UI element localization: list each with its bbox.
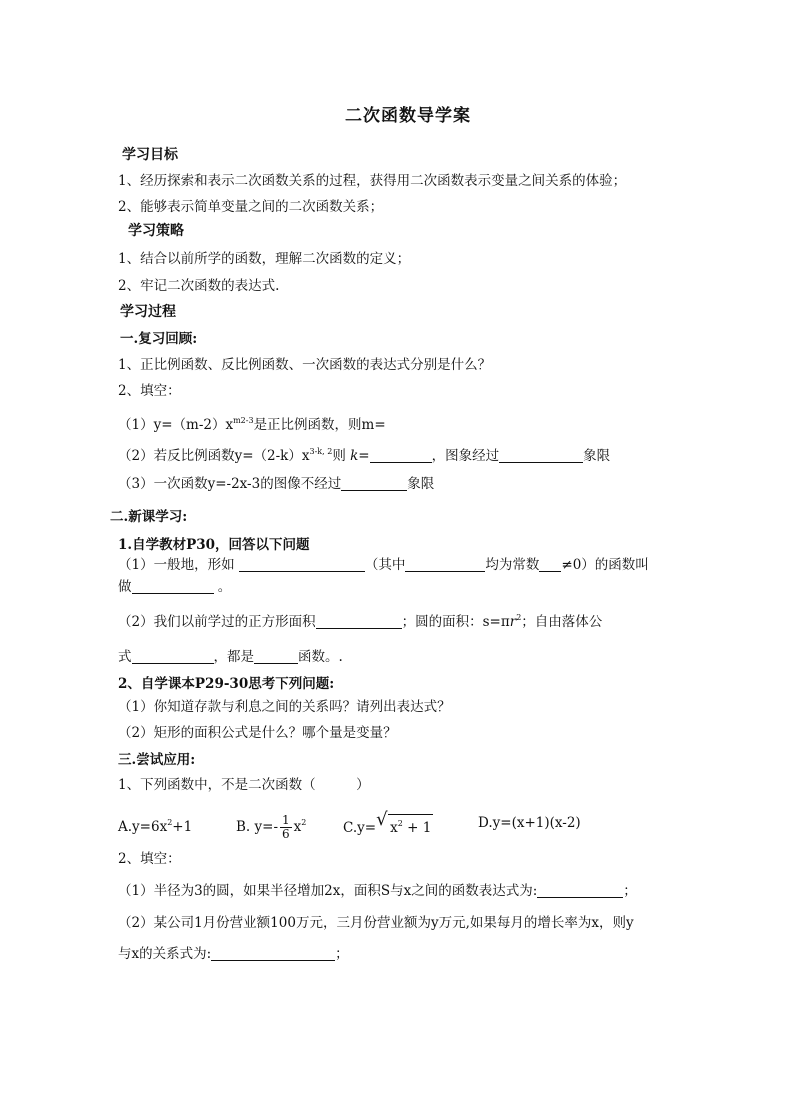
review-fill-2 bbox=[118, 443, 610, 465]
answer-blank-not-pass[interactable] bbox=[341, 476, 407, 491]
review-fill-2-pre: （2）若反比例函数y=（2-k）x bbox=[118, 448, 310, 464]
option-d: D.y=(x+1)(x-2) bbox=[478, 815, 581, 831]
review-fill-3 bbox=[118, 475, 434, 493]
option-b-x: x bbox=[293, 819, 302, 835]
option-b bbox=[236, 805, 306, 845]
process-heading: 学习过程 bbox=[120, 304, 176, 320]
option-c bbox=[343, 809, 433, 837]
answer-blank-constants[interactable] bbox=[405, 557, 485, 572]
answer-blank-k[interactable] bbox=[370, 448, 432, 463]
answer-blank-circle-area[interactable] bbox=[537, 883, 623, 898]
option-a-post: +1 bbox=[172, 819, 193, 835]
review-fill-2-exponent: 3-k bbox=[309, 447, 323, 456]
s1q1-a: （1）一般地，形如 bbox=[118, 557, 239, 573]
review-fill-1-exponent: m2-3 bbox=[233, 416, 254, 425]
option-b-pre: B. y=- bbox=[236, 819, 279, 835]
s1q2-f: 函数。. bbox=[298, 649, 343, 665]
review-fill-2-comma: , bbox=[322, 447, 328, 456]
s1q1-c: 均为常数 bbox=[485, 557, 540, 573]
review-fill-2-post1: ，图象经过 bbox=[431, 448, 500, 464]
s1q2-b: ；圆的面积：s= bbox=[401, 614, 501, 630]
strategy-item-2: 2、牢记二次函数的表达式. bbox=[118, 278, 280, 294]
review-fill-1-post: 是正比例函数，则m= bbox=[253, 417, 386, 433]
review-heading: 一.复习回顾: bbox=[120, 331, 198, 347]
apply-fill-2-end: ； bbox=[335, 946, 349, 962]
review-fill-1 bbox=[118, 412, 386, 434]
apply-fill-2-cont bbox=[118, 945, 349, 963]
self-study-2-q1: （1）你知道存款与利息之间的关系吗？请列出表达式？ bbox=[118, 699, 451, 715]
s1q2-c: ；自由落体公 bbox=[521, 614, 603, 630]
s1q1-b: （其中 bbox=[364, 557, 406, 573]
answer-blank-function-type[interactable] bbox=[254, 649, 298, 664]
option-a-pre: A.y=6x bbox=[118, 819, 168, 835]
apply-fill-2-b: 与x的关系式为: bbox=[118, 946, 212, 962]
review-fill-2-exponent-2: 2 bbox=[327, 447, 333, 456]
answer-blank-free-fall[interactable] bbox=[132, 649, 214, 664]
strategy-heading: 学习策略 bbox=[128, 223, 184, 239]
apply-fill-1-end: ； bbox=[623, 883, 637, 899]
self-study-1-q2 bbox=[118, 609, 602, 631]
s1q2-pi: π bbox=[500, 614, 510, 630]
apply-fill-1 bbox=[118, 882, 637, 900]
self-study-1-heading: 1.自学教材P30，回答以下问题 bbox=[118, 537, 310, 553]
option-c-sqrt bbox=[376, 809, 433, 837]
s1q2-a: （2）我们以前学过的正方形面积 bbox=[118, 614, 316, 630]
option-c-x: x bbox=[390, 820, 398, 836]
option-b-numerator: 1 bbox=[282, 813, 290, 827]
s1q2-e: ，都是 bbox=[213, 649, 254, 665]
answer-blank-quadrant[interactable] bbox=[499, 448, 583, 463]
page-title: 二次函数导学案 bbox=[345, 106, 471, 126]
option-a bbox=[118, 814, 192, 836]
s1q2-d: 式 bbox=[118, 649, 132, 665]
self-study-1-q1-cont bbox=[118, 578, 231, 596]
apply-question-1: 1、下列函数中，不是二次函数（ ） bbox=[118, 777, 370, 793]
review-question-1: 1、正比例函数、反比例函数、一次函数的表达式分别是什么？ bbox=[118, 357, 492, 373]
answer-blank-nonzero[interactable] bbox=[539, 557, 561, 572]
review-fill-3-post: 象限 bbox=[407, 476, 435, 492]
option-b-exponent: 2 bbox=[301, 818, 307, 827]
apply-fill-2: （2）某公司1月份营业额100万元，三月份营业额为y万元,如果每月的增长率为x，则y bbox=[118, 915, 634, 931]
goal-item-1: 1、经历探索和表示二次函数关系的过程，获得用二次函数表示变量之间关系的体验； bbox=[118, 173, 627, 189]
option-c-post: + 1 bbox=[402, 820, 432, 836]
review-fill-2-k: k= bbox=[350, 448, 370, 464]
apply-heading: 三.尝试应用: bbox=[118, 752, 196, 768]
answer-blank-name[interactable] bbox=[132, 579, 214, 594]
new-lesson-heading: 二.新课学习: bbox=[110, 509, 188, 525]
s1q2-r: r bbox=[509, 614, 517, 630]
option-c-exponent: 2 bbox=[397, 819, 403, 828]
answer-blank-growth[interactable] bbox=[211, 946, 335, 961]
review-fill-2-post2: 象限 bbox=[583, 448, 611, 464]
s1q1-e: 做 bbox=[118, 579, 132, 595]
apply-fill-1-text: （1）半径为3的圆，如果半径增加2x，面积S与x之间的函数表达式为: bbox=[118, 883, 538, 899]
review-fill-2-then: 则 bbox=[332, 448, 351, 464]
answer-blank-square-area[interactable] bbox=[316, 614, 402, 629]
s1q2-exponent: 2 bbox=[516, 613, 522, 622]
apply-question-2: 2、填空： bbox=[118, 851, 181, 867]
option-c-radicand bbox=[388, 814, 433, 837]
option-b-denominator: 6 bbox=[282, 827, 290, 841]
self-study-2-q2: （2）矩形的面积公式是什么？哪个量是变量？ bbox=[118, 725, 397, 741]
review-fill-1-pre: （1）y=（m-2）x bbox=[118, 417, 234, 433]
self-study-1-q2-cont bbox=[118, 648, 343, 666]
sqrt-icon: √ bbox=[376, 809, 388, 830]
s1q1-d: ≠0）的函数叫 bbox=[561, 557, 649, 573]
strategy-item-1: 1、结合以前所学的函数，理解二次函数的定义； bbox=[118, 251, 411, 267]
option-a-exponent: 2 bbox=[167, 818, 173, 827]
s1q1-f: 。 bbox=[213, 579, 232, 595]
option-b-fraction bbox=[280, 814, 292, 841]
review-question-2: 2、填空： bbox=[118, 383, 181, 399]
option-c-pre: C.y= bbox=[343, 820, 377, 836]
answer-blank-form[interactable] bbox=[239, 557, 365, 572]
goals-heading: 学习目标 bbox=[122, 147, 178, 163]
self-study-1-q1 bbox=[118, 556, 649, 574]
review-fill-3-pre: （3）一次函数y=-2x-3的图像不经过 bbox=[118, 476, 342, 492]
self-study-2-heading: 2、自学课本P29-30思考下列问题: bbox=[118, 676, 335, 692]
goal-item-2: 2、能够表示简单变量之间的二次函数关系； bbox=[118, 199, 384, 215]
